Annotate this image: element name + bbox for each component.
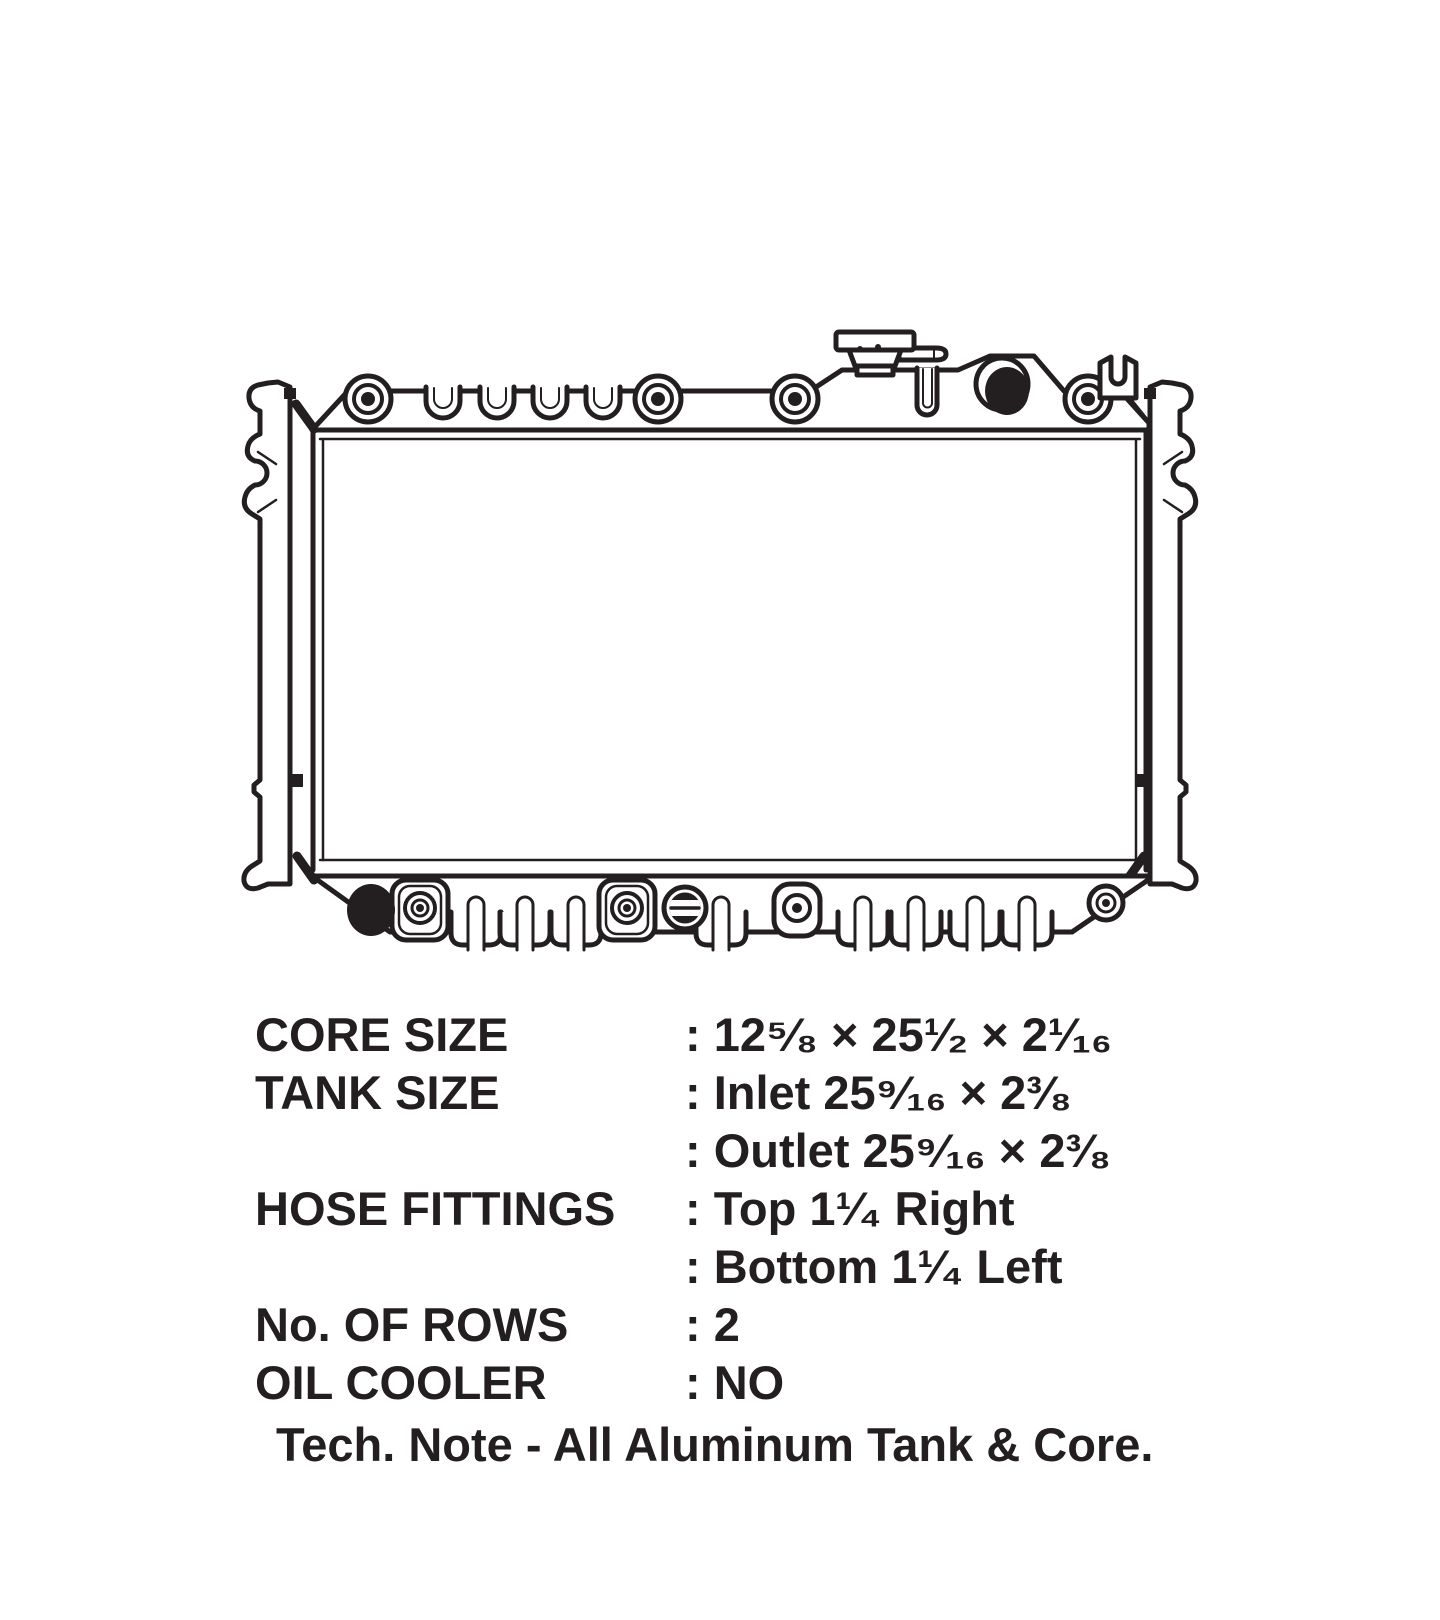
spec-label: OIL COOLER <box>255 1356 547 1409</box>
spec-value: : NO <box>685 1356 785 1409</box>
right-mounting-bracket <box>1122 382 1196 889</box>
spec-label: CORE SIZE <box>255 1008 509 1061</box>
spec-label: No. OF ROWS <box>255 1298 569 1351</box>
spec-row-tank-size <box>255 1064 1112 1180</box>
bottom-tank <box>312 876 1148 950</box>
spec-table <box>255 1006 1112 1412</box>
filler-neck-slot <box>917 368 937 415</box>
outlet-port <box>347 884 395 936</box>
spec-row-core-size <box>255 1006 1112 1064</box>
spec-value: : Outlet 25⁹⁄₁₆ × 2³⁄₈ <box>685 1124 1111 1177</box>
spec-row-hose-fittings <box>255 1180 1112 1296</box>
drain-plug <box>664 887 706 929</box>
left-mounting-bracket <box>244 382 314 889</box>
upper-fork-bracket <box>1100 357 1136 398</box>
spec-value: : Inlet 25⁹⁄₁₆ × 2³⁄₈ <box>685 1066 1072 1119</box>
spec-value: : Top 1¹⁄₄ Right <box>685 1182 1015 1235</box>
spec-row-oil-cooler <box>255 1354 1112 1412</box>
top-tank <box>312 332 1149 430</box>
spec-row-rows <box>255 1296 1112 1354</box>
spec-value: : Bottom 1¹⁄₄ Left <box>685 1240 1063 1293</box>
spec-label: TANK SIZE <box>255 1066 500 1119</box>
spec-label: HOSE FITTINGS <box>255 1182 616 1235</box>
core <box>313 430 1146 870</box>
tech-note: Tech. Note - All Aluminum Tank & Core. <box>276 1418 1154 1471</box>
spec-value: : 2 <box>685 1298 740 1351</box>
spec-value: : 12⁵⁄₈ × 25¹⁄₂ × 2¹⁄₁₆ <box>685 1008 1113 1061</box>
